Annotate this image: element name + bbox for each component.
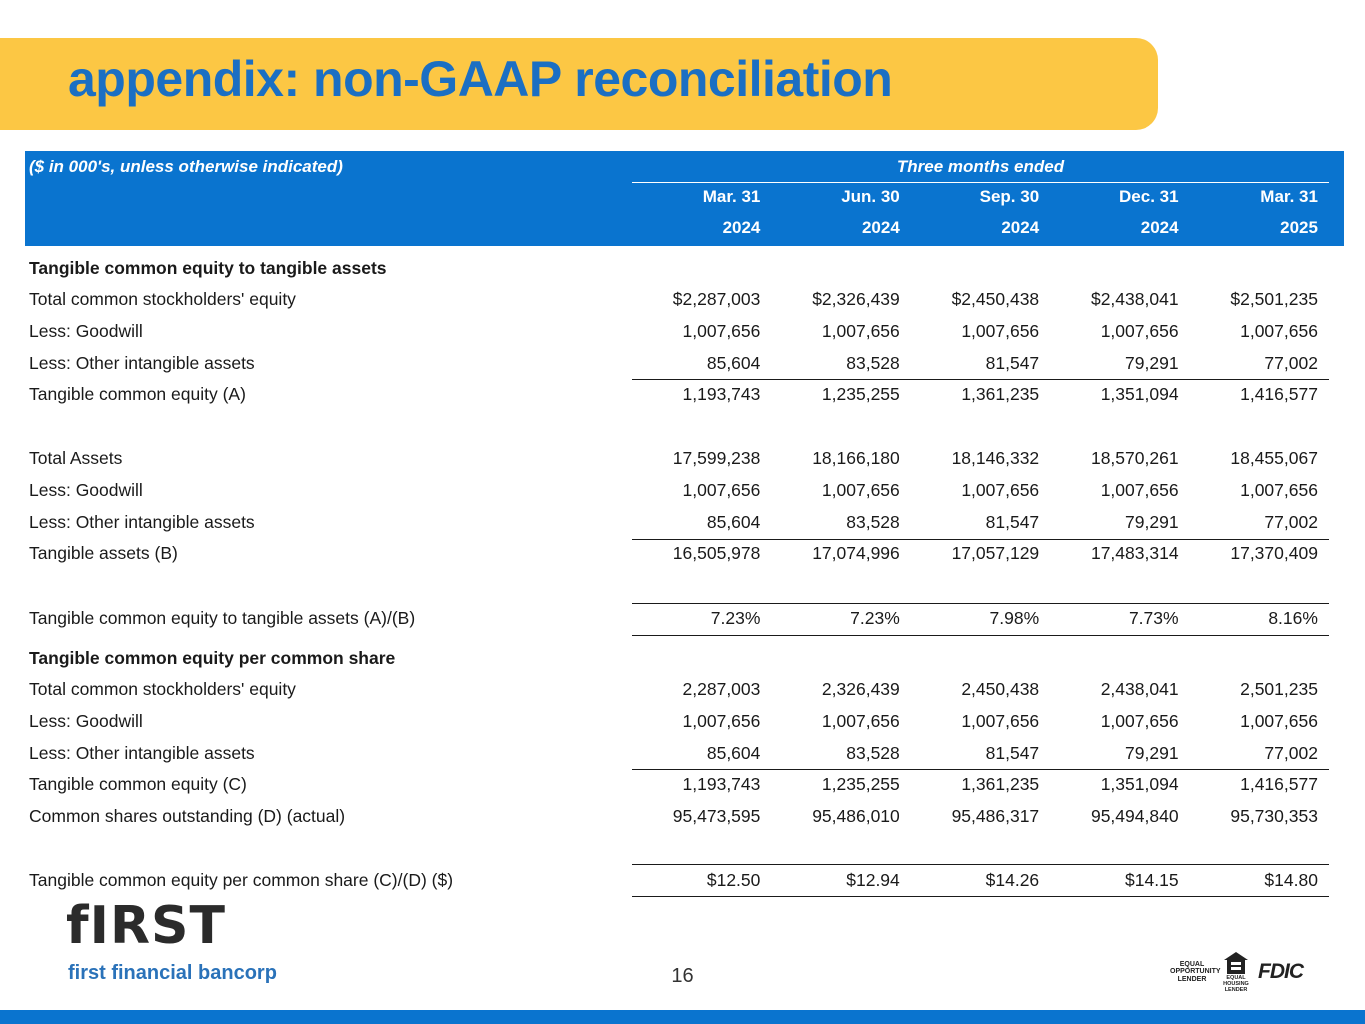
column-month: Sep. 30 [979,187,1040,206]
section-heading [25,643,1344,675]
company-name: first financial bancorp [68,962,277,984]
cell: 16,505,978 [672,543,761,563]
table-row [25,674,1344,706]
cell: 1,351,094 [1100,384,1179,404]
cell: 1,007,656 [821,711,900,731]
row-label: Tangible common equity per common share (C)/(D) ($) [29,870,454,890]
cell: 81,547 [985,512,1040,532]
company-logo: fIRST [66,896,226,956]
cell: 17,057,129 [951,543,1040,563]
cell: 1,007,656 [1240,321,1318,341]
cell: 2,326,439 [821,679,900,699]
ratio-top-rule [632,603,1329,604]
compliance-logos [1170,952,1303,992]
cell: 95,494,840 [1090,806,1179,826]
row-label: Less: Goodwill [29,321,143,341]
cell: 1,007,656 [1100,480,1179,500]
cell: 1,361,235 [961,384,1040,404]
table-row [25,475,1344,507]
cell: 81,547 [985,353,1040,373]
row-label: Tangible assets (B) [29,543,178,563]
cell: 1,361,235 [961,774,1040,794]
row-label: Less: Other intangible assets [29,743,255,763]
cell: 7.98% [989,608,1040,628]
cell: 1,007,656 [961,480,1040,500]
equal-opportunity-lender: EQUAL OPPORTUNITY LENDER [1170,960,1221,983]
table-row [25,706,1344,738]
cell: 1,007,656 [1240,480,1318,500]
cell: 17,370,409 [1230,543,1318,563]
cell: 83,528 [846,743,900,763]
cell: 1,007,656 [961,711,1040,731]
cell: $2,501,235 [1230,289,1318,309]
ratio-bottom-rule [632,896,1329,897]
table-row [25,316,1344,348]
cell: 18,455,067 [1230,448,1318,468]
cell: 95,486,010 [812,806,900,826]
cell: 2,438,041 [1100,679,1179,699]
cell: 1,007,656 [821,321,900,341]
column-month: Dec. 31 [1119,187,1179,206]
column-year: 2024 [1001,218,1040,237]
cell: 83,528 [846,512,900,532]
cell: 1,235,255 [821,384,900,404]
cell: 17,483,314 [1090,543,1179,563]
subtotal-rule [632,769,1329,770]
column-month: Jun. 30 [841,187,900,206]
row-label: Tangible common equity to tangible assets (A)/(B) [29,608,416,628]
cell: 77,002 [1264,743,1318,763]
house-icon [1223,951,1249,975]
table-row [25,603,1344,635]
row-label: Less: Other intangible assets [29,353,255,373]
cell: 1,007,656 [682,711,761,731]
cell: $2,326,439 [812,289,900,309]
cell: 1,007,656 [1240,711,1318,731]
row-label: Total Assets [29,448,123,468]
fdic-logo: FDIC [1258,960,1303,983]
cell: 77,002 [1264,512,1318,532]
cell: 1,351,094 [1100,774,1179,794]
equal-housing-lender: EQUAL HOUSING LENDER [1220,951,1252,993]
header-divider [632,182,1329,183]
ratio-bottom-rule [632,635,1329,636]
cell: 1,416,577 [1240,384,1318,404]
units-note: ($ in 000's, unless otherwise indicated) [29,157,343,176]
cell: 1,193,743 [682,384,761,404]
table-row [25,379,1344,411]
cell: 1,193,743 [682,774,761,794]
table-row [25,538,1344,570]
cell: $12.50 [706,870,761,890]
cell: $2,438,041 [1090,289,1179,309]
row-label: Less: Other intangible assets [29,512,255,532]
cell: 17,074,996 [812,543,900,563]
column-year: 2024 [1140,218,1179,237]
table-header [25,151,1344,246]
table-row [25,865,1344,897]
cell: 7.73% [1128,608,1179,628]
cell: 8.16% [1268,608,1318,628]
table-row [25,769,1344,801]
row-label: Total common stockholders' equity [29,289,296,309]
cell: $14.15 [1125,870,1179,890]
cell: 1,007,656 [682,480,761,500]
cell: 1,007,656 [961,321,1040,341]
cell: 79,291 [1125,353,1179,373]
header-months [632,187,1329,211]
row-label: Tangible common equity to tangible assets [29,258,387,278]
cell: 18,570,261 [1090,448,1179,468]
period-label: Three months ended [896,157,1065,176]
table-row [25,507,1344,539]
row-label: Total common stockholders' equity [29,679,296,699]
cell: $2,287,003 [672,289,761,309]
cell: $14.26 [985,870,1040,890]
cell: 7.23% [710,608,761,628]
ratio-top-rule [632,864,1329,865]
cell: 18,146,332 [951,448,1040,468]
row-label: Less: Goodwill [29,711,143,731]
row-label: Less: Goodwill [29,480,143,500]
cell: 7.23% [850,608,900,628]
row-label: Tangible common equity (A) [29,384,246,404]
cell: 81,547 [985,743,1040,763]
cell: 1,007,656 [1100,711,1179,731]
table-row [25,443,1344,475]
cell: 95,473,595 [672,806,761,826]
subtotal-rule [632,539,1329,540]
cell: 1,235,255 [821,774,900,794]
cell: 83,528 [846,353,900,373]
cell: 18,166,180 [812,448,900,468]
row-label: Common shares outstanding (D) (actual) [29,806,346,826]
section-heading [25,253,1344,285]
cell: 2,287,003 [682,679,761,699]
cell: 1,007,656 [1100,321,1179,341]
row-label: Tangible common equity per common share [29,648,396,668]
column-month: Mar. 31 [702,187,761,206]
cell: 79,291 [1125,512,1179,532]
table-row [25,284,1344,316]
page-number: 16 [671,965,694,987]
header-years [632,218,1329,242]
page-title: appendix: non-GAAP reconciliation [68,51,893,107]
row-label: Tangible common equity (C) [29,774,247,794]
column-year: 2024 [722,218,761,237]
cell: 85,604 [706,512,761,532]
table-row [25,348,1344,380]
cell: 1,416,577 [1240,774,1318,794]
column-year: 2025 [1280,218,1318,237]
cell: 85,604 [706,743,761,763]
footer-bar [0,1010,1365,1024]
cell: 77,002 [1264,353,1318,373]
cell: 85,604 [706,353,761,373]
cell: 2,450,438 [961,679,1040,699]
cell: 79,291 [1125,743,1179,763]
cell: 1,007,656 [682,321,761,341]
column-month: Mar. 31 [1260,187,1318,206]
cell: 95,730,353 [1230,806,1318,826]
cell: $12.94 [846,870,900,890]
table-row [25,738,1344,770]
cell: 1,007,656 [821,480,900,500]
column-year: 2024 [861,218,900,237]
cell: 95,486,317 [951,806,1040,826]
cell: 2,501,235 [1240,679,1318,699]
cell: $14.80 [1264,870,1318,890]
subtotal-rule [632,379,1329,380]
cell: $2,450,438 [951,289,1040,309]
table-row [25,801,1344,833]
cell: 17,599,238 [672,448,761,468]
